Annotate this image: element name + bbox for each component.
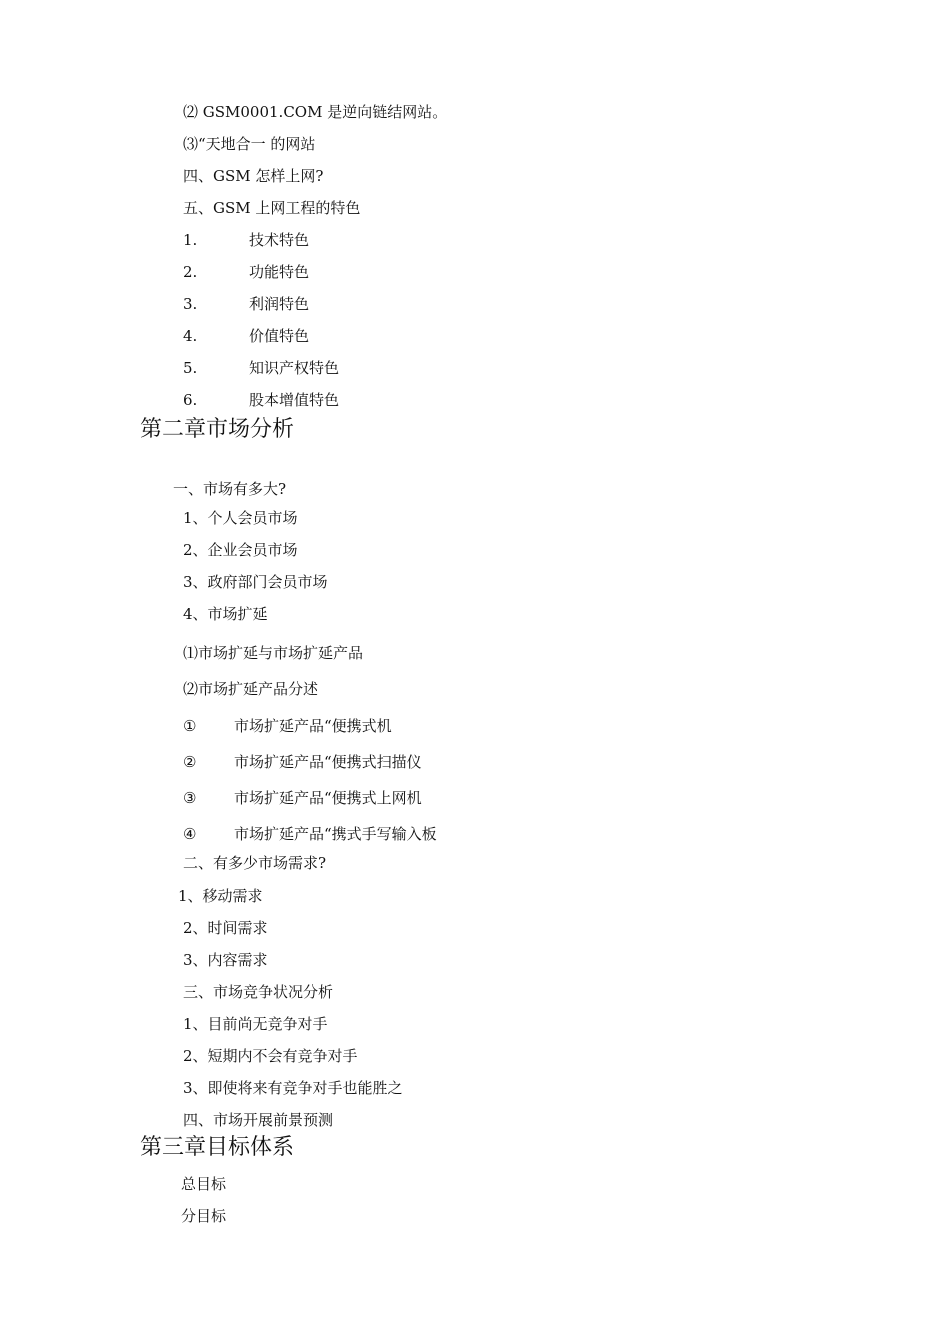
section-heading: 五、GSM 上网工程的特色 [183, 199, 361, 217]
list-text: 利润特色 [249, 295, 310, 313]
list-item [183, 788, 503, 808]
list-number: 1. [183, 231, 198, 249]
list-item [183, 326, 483, 346]
list-text: 功能特色 [249, 263, 310, 281]
list-text: 知识产权特色 [249, 359, 340, 377]
list-item: 2、短期内不会有竞争对手 [183, 1047, 358, 1065]
list-item: 2、时间需求 [183, 919, 268, 937]
list-number: 2. [183, 263, 198, 281]
chapter-title: 第二章市场分析 [140, 417, 295, 442]
list-item: 分目标 [181, 1207, 227, 1225]
list-item: 1、个人会员市场 [183, 509, 298, 527]
list-number: 3. [183, 295, 198, 313]
section-heading: 一、市场有多大? [173, 480, 287, 498]
list-item: 2、企业会员市场 [183, 541, 298, 559]
list-item: ⑵市场扩延产品分述 [183, 680, 319, 698]
list-text: 市场扩延产品“便携式扫描仪 [234, 753, 422, 771]
list-number: 6. [183, 391, 198, 409]
list-text: 市场扩延产品“便携式上网机 [234, 789, 422, 807]
list-item: 3、政府部门会员市场 [183, 573, 328, 591]
list-item [183, 824, 503, 844]
list-text: 市场扩延产品“便携式机 [234, 717, 392, 735]
section-heading: 二、有多少市场需求? [183, 854, 327, 872]
list-text: 市场扩延产品“携式手写输入板 [234, 825, 437, 843]
list-item [183, 358, 483, 378]
list-number: ④ [183, 825, 197, 843]
list-text: 股本增值特色 [249, 391, 340, 409]
list-item: 总目标 [181, 1175, 227, 1193]
list-item: 4、市场扩延 [183, 605, 268, 623]
list-number: ③ [183, 789, 197, 807]
list-item [183, 752, 503, 772]
section-heading: 四、市场开展前景预测 [183, 1111, 334, 1129]
list-item [183, 262, 483, 282]
list-text: 价值特色 [249, 327, 310, 345]
list-text: 技术特色 [249, 231, 310, 249]
list-number: 4. [183, 327, 198, 345]
list-item: ⑶“天地合一 的网站 [183, 135, 316, 153]
list-number: ① [183, 717, 197, 735]
list-item: 1、目前尚无竞争对手 [183, 1015, 328, 1033]
list-item: 1、移动需求 [178, 887, 263, 905]
section-heading: 四、GSM 怎样上网? [183, 167, 324, 185]
section-heading: 三、市场竞争状况分析 [183, 983, 334, 1001]
list-item [183, 716, 503, 736]
list-item: ⑴市场扩延与市场扩延产品 [183, 644, 364, 662]
list-item: ⑵ GSM0001.COM 是逆向链结网站。 [183, 103, 448, 121]
list-number: ② [183, 753, 197, 771]
list-number: 5. [183, 359, 198, 377]
list-item: 3、即使将来有竞争对手也能胜之 [183, 1079, 403, 1097]
list-item [183, 230, 483, 250]
chapter-title: 第三章目标体系 [140, 1135, 295, 1160]
list-item [183, 294, 483, 314]
list-item: 3、内容需求 [183, 951, 268, 969]
list-item [183, 390, 483, 410]
